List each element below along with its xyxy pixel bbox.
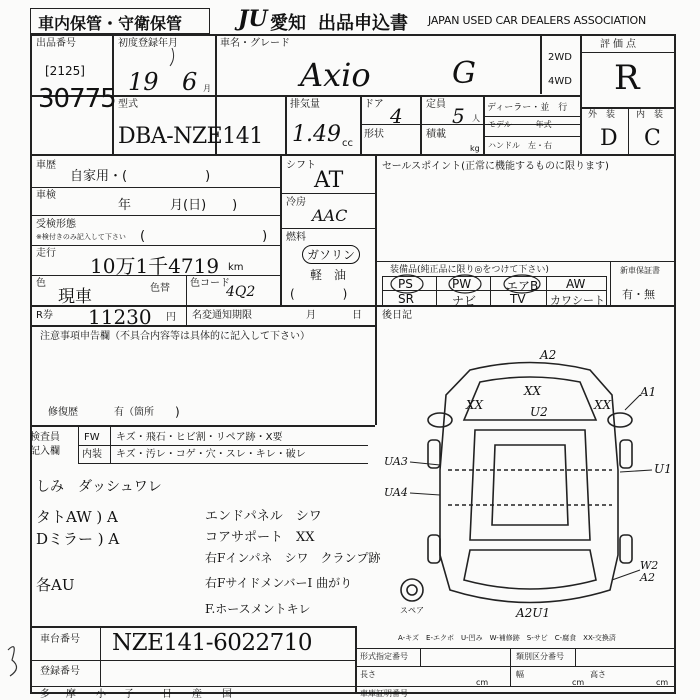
footer-char-6: 産	[192, 689, 202, 700]
note-line-5: エンドパネル シワ	[205, 509, 322, 524]
capacity-unit: 人	[472, 114, 480, 123]
inspection-value: 年 月(日) )	[118, 198, 238, 213]
mileage-unit: km	[228, 262, 244, 273]
equip-leather: カワシート	[550, 294, 605, 307]
equip-pw: PW	[452, 277, 472, 291]
drive-4wd: 4WD	[548, 76, 572, 87]
month-unit: 月	[203, 84, 211, 93]
history-label: 車歴	[36, 160, 56, 171]
shape-label: 形状	[364, 129, 384, 140]
color-code-value: 4Q2	[226, 284, 256, 300]
score-value: R	[614, 58, 640, 98]
equipment-label: 装備品(純正品に限り◎をつけて下さい)	[390, 265, 549, 275]
equip-ps: PS	[398, 277, 413, 291]
note-line-3: Dミラー ) A	[36, 530, 120, 548]
fuel-other: ( )	[290, 287, 348, 301]
footer-char-5: 日	[162, 689, 172, 700]
mark-left-ua3: UA3	[384, 455, 408, 468]
model-grade-label: 車名・グレード	[220, 38, 290, 49]
registration-label: 登録番号	[40, 666, 80, 677]
type-value: DBA-NZE141	[118, 124, 263, 149]
equip-airbag: エアB	[506, 279, 539, 293]
reception-note: ※検付きのみ記入して下さい	[36, 233, 126, 241]
doors-label: ドア	[364, 99, 384, 110]
displacement-label: 排気量	[290, 99, 320, 110]
damage-legend: A-キズ E-エクボ U-凹み W-補修跡 S-サビ C-腐食 XX-交換済	[398, 634, 616, 642]
length-label: 長さ	[360, 670, 376, 679]
model-name: Axio	[300, 56, 371, 94]
org-name: 愛知	[270, 13, 306, 34]
drive-2wd: 2WD	[548, 52, 572, 63]
auction-sheet: 車内保管・守衛保管 JU 愛知 出品申込書 JAPAN USED CAR DEALERS ASSOCIATION 出品番号 [2125] 30775 初度登録年月 19 6 月 車名・グレード Axio G 2WD 4WD 評価点 R 型式 DBA-NZE141 排気量 1.49 cc ドア 4 形状 定員 5 人 積載 kg ディーラー・並 行 モデル 年式 ハンドル 左・右 外 装 内 装 D C 車歴 自家用・( ) 車検 年 月(日) ) 受検形態 ※検付きのみ記入して下さい ( ) 走行 10万1千4719 km 色 現車 色替 色コード 4Q2 シフト AT 冷房 AAC 燃料 ガソリン 軽 油 ( ) セールスポイント(正常に機能するものに限ります) 装備品(純正品に限り◎をつけて下さい) PS PW エアB AW SR ナビ TV カワシート 新車保証書 有・無 R券 11230 円 名変通知期限 月 日 後日記 注意事項申告欄（不具合内容等は具体的に記入して下さい） 修復歴 有（箇所 ) 検査員 記入欄 FW キズ・飛石・ヒビ割・リペア跡・X要 内装 キズ・汚レ・コゲ・穴・スレ・キレ・破レ しみ ダッシュワレ タトAW ) A Dミラー ) A 各AU エンドパネル シワ コアサポート XX 右Fインパネ シワ クランプ跡 右FサイドメンバーI 曲がり F.ホースメントキレ A2 XX U2 XX XX A1 U1 UA3 UA4 W2 A2 A2U1 スペア A-キズ E-エクボ U-凹み W-補修跡 S-サビ C-腐食 XX-交換済 車台番号 NZE141-6022710 登録番号 形式指定番号 類別区分番号 長さ cm 幅 cm 高さ cm 車庫証明番号 多 摩 小 子 日 産 国	[0, 0, 700, 700]
first-reg-year: 19	[128, 68, 159, 96]
recycle-unit: 円	[166, 312, 176, 323]
spare-label: スペア	[400, 606, 424, 615]
footer-char-2: 摩	[66, 689, 76, 700]
mark-bottom: A2U1	[516, 606, 551, 620]
reception-label: 受検形態	[36, 219, 76, 230]
recycle-value: 11230	[88, 305, 152, 329]
mark-top: A2	[540, 348, 557, 362]
type-label: 型式	[118, 99, 138, 110]
displacement-unit: cc	[342, 138, 353, 149]
inspection-label: 車検	[36, 190, 56, 201]
mileage-value: 10万1千4719	[90, 254, 220, 278]
repair-value: 有（箇所	[114, 407, 154, 418]
model-year-label: モデル 年式	[488, 120, 552, 129]
note-line-9: F.ホースメントキレ	[205, 602, 311, 616]
mark-right-a1: A1	[640, 385, 657, 399]
note-line-1: しみ ダッシュワレ	[36, 479, 162, 495]
recycle-label: R券	[36, 310, 53, 321]
equip-navi: ナビ	[452, 294, 477, 308]
fuel-diesel: 軽 油	[310, 268, 347, 282]
new-warranty-label: 新車保証書	[620, 266, 660, 275]
load-unit: kg	[470, 144, 480, 153]
fw-items: キズ・飛石・ヒビ割・リペア跡・X要	[116, 432, 283, 443]
color-value: 現車	[58, 287, 92, 307]
mark-front-center: XX	[524, 384, 542, 398]
rear-note-label: 後日記	[382, 310, 412, 321]
repair-label: 修復歴	[48, 407, 78, 418]
score-label: 評価点	[600, 39, 639, 50]
footer-char-3: 小	[96, 689, 106, 700]
mileage-label: 走行	[36, 248, 56, 259]
form-title: 出品申込書	[318, 13, 408, 34]
color-change-label: 色替	[150, 283, 170, 294]
mark-front-sub: U2	[530, 405, 548, 419]
equip-sr: SR	[398, 292, 414, 306]
equip-aw: AW	[566, 277, 586, 291]
interior-label: 内 装	[636, 110, 664, 120]
fuel-gasoline: ガソリン	[302, 245, 360, 264]
footer-char-7: 国	[222, 689, 232, 700]
footer-char-1: 多	[40, 689, 50, 700]
lot-label: 出品番号	[36, 38, 76, 49]
height-label: 高さ	[590, 670, 606, 679]
equip-tv: TV	[510, 292, 526, 306]
reception-value: ( )	[140, 229, 268, 244]
width-unit: cm	[572, 678, 585, 687]
shift-label: シフト	[286, 160, 316, 171]
color-code-label: 色コード	[190, 278, 230, 289]
length-unit: cm	[476, 678, 489, 687]
sales-point-label: セールスポイント(正常に機能するものに限ります)	[382, 161, 609, 172]
note-line-7: 右Fインパネ シワ クランプ跡	[205, 551, 381, 565]
dealer-label: ディーラー・並 行	[487, 103, 568, 113]
height-unit: cm	[656, 678, 669, 687]
footer-char-4: 子	[124, 689, 134, 700]
first-reg-month: 6	[182, 68, 198, 96]
doors-value: 4	[390, 104, 403, 128]
interior-value: C	[644, 126, 661, 151]
garage-cert-label: 車庫証明番号	[360, 689, 408, 698]
exterior-label: 外 装	[588, 110, 616, 120]
type-spec-label: 形式指定番号	[360, 652, 408, 661]
notice-month: 月	[306, 310, 316, 321]
mark-left-front: XX	[466, 398, 484, 412]
lot-number: 30775	[38, 84, 116, 114]
fw-label: FW	[84, 432, 100, 443]
grade-value: G	[452, 56, 476, 91]
lot-sub: [2125]	[45, 64, 85, 78]
ac-value: AAC	[312, 206, 348, 225]
mark-left-ua4: UA4	[384, 486, 408, 499]
handle-label: ハンドル 左・右	[488, 141, 552, 150]
color-label: 色	[36, 278, 46, 289]
note-line-8: 右FサイドメンバーI 曲がり	[205, 576, 353, 590]
inspector-label2: 記入欄	[30, 446, 60, 457]
chassis-value: NZE141-6022710	[112, 630, 312, 656]
note-line-6: コアサポート XX	[205, 530, 315, 545]
fuel-label: 燃料	[286, 232, 306, 243]
history-value: 自家用・( )	[70, 169, 211, 184]
width-label: 幅	[516, 670, 524, 679]
notice-label: 名変通知期限	[192, 310, 252, 321]
interior-items: キズ・汚レ・コゲ・穴・スレ・キレ・破レ	[116, 449, 306, 460]
interior-check-label: 内装	[82, 449, 102, 460]
capacity-value: 5	[452, 104, 465, 128]
notes-label: 注意事項申告欄（不具合内容等は具体的に記入して下さい）	[40, 331, 310, 342]
capacity-label: 定員	[426, 99, 446, 110]
class-label: 類別区分番号	[516, 652, 564, 661]
note-line-2: タトAW ) A	[36, 508, 118, 526]
load-label: 積載	[426, 129, 446, 140]
chassis-label: 車台番号	[40, 634, 80, 645]
warranty-value: 有・無	[622, 288, 655, 301]
mark-right-u1: U1	[654, 462, 672, 476]
ac-label: 冷房	[286, 197, 306, 208]
mark-rear-right: W2 A2	[640, 559, 659, 584]
inspector-label: 検査員	[30, 432, 60, 443]
shift-value: AT	[314, 168, 344, 193]
association-name: JAPAN USED CAR DEALERS ASSOCIATION	[428, 14, 646, 27]
mark-right-front: XX	[594, 398, 612, 412]
note-line-4: 各AU	[36, 576, 75, 594]
logo-mark: JU	[238, 6, 268, 32]
exterior-value: D	[600, 126, 618, 151]
notice-day: 日	[352, 310, 362, 321]
displacement-value: 1.49	[292, 122, 341, 147]
first-reg-label: 初度登録年月	[118, 38, 178, 49]
storage-label: 車内保管・守衛保管	[38, 14, 183, 33]
